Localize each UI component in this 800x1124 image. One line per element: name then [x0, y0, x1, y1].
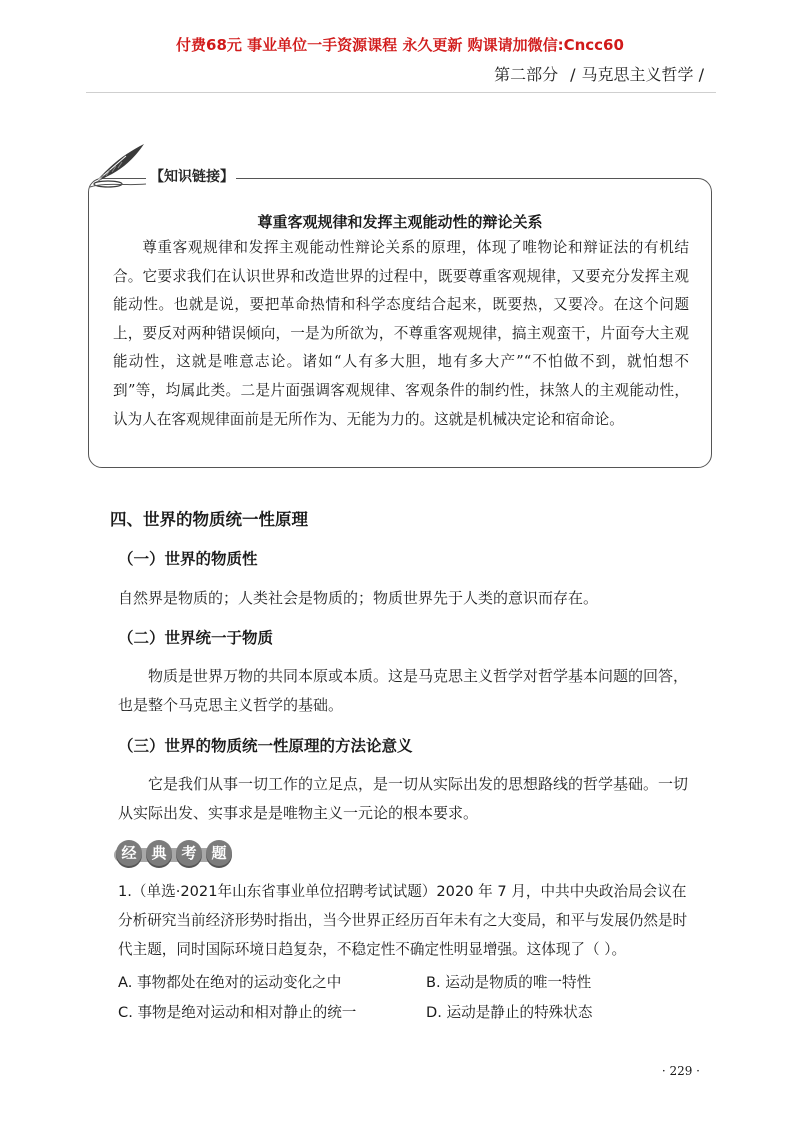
knowledge-body: 尊重客观规律和发挥主观能动性辩论关系的原理，体现了唯物论和辩证法的有机结合。它要求我们在认识世界和改造世界的过程中，既要尊重客观规律，又要充分发挥主观能动性。也就是说，要把革命热情和科学态度结合起来，既要热，又要冷。在这个问题上，要反对两种错误倾向，一是为所欲为，不尊重客观规律，搞主观蛮干，片面夸大主观能动性，这就是唯意志论。诸如“人有多大胆，地有多大产”“不怕做不到，就怕想不到”等，均属此类。二是片面强调客观规律、客观条件的制约性，抹煞人的主观能动性，认为人在客观规律面前是无所作为、无能为力的。这就是机械决定论和宿命论。 [113, 239, 689, 428]
option-c: C. 事物是绝对运动和相对静止的统一 [118, 1004, 357, 1021]
subsection-1-text: 自然界是物质的；人类社会是物质的；物质世界先于人类的意识而存在。 [118, 589, 599, 607]
promo-banner: 付费68元 事业单位一手资源课程 永久更新 购课请加微信:Cncc60 [176, 36, 624, 54]
subsection-2-title: （二）世界统一于物质 [118, 629, 274, 647]
subsection-3-text: 它是我们从事一切工作的立足点，是一切从实际出发的思想路线的哲学基础。一切从实际出发、实事求是是唯物主义一元论的根本要求。 [118, 775, 689, 822]
quill-pen-icon [86, 140, 148, 190]
section-title: 四、世界的物质统一性原理 [110, 510, 308, 529]
header-rule [86, 92, 716, 93]
classic-tag-char: 典 [146, 840, 172, 866]
page-number: · 229 · [661, 1064, 700, 1078]
option-d: D. 运动是静止的特殊状态 [426, 1004, 593, 1021]
subsection-2-text: 物质是世界万物的共同本原或本质。这是马克思主义哲学对哲学基本问题的回答，也是整个马克思主义哲学的基础。 [118, 667, 689, 714]
header-separator: / [570, 65, 576, 84]
header-part: 第二部分 [494, 65, 559, 84]
classic-tag-char: 考 [176, 840, 202, 866]
option-a: A. 事物都处在绝对的运动变化之中 [118, 974, 342, 991]
knowledge-title: 尊重客观规律和发挥主观能动性的辩论关系 [257, 213, 543, 231]
running-header [494, 62, 704, 85]
classic-tag-char: 题 [206, 840, 232, 866]
classic-questions-tag [116, 840, 232, 866]
header-subject: 马克思主义哲学 / [581, 65, 704, 84]
option-b: B. 运动是物质的唯一特性 [426, 974, 592, 991]
classic-tag-char: 经 [116, 840, 142, 866]
question-stem: 1.（单选·2021年山东省事业单位招聘考试试题）2020 年 7 月，中共中央政治局会议在分析研究当前经济形势时指出，当今世界正经历百年未有之大变局，和平与发展仍然是时代主题，同时国际环境日趋复杂，不稳定性不确定性明显增强。这体现了（ ）。 [118, 883, 688, 958]
knowledge-tag: 【知识链接】 [150, 169, 234, 185]
subsection-1-title: （一）世界的物质性 [118, 550, 258, 568]
subsection-3-title: （三）世界的物质统一性原理的方法论意义 [118, 737, 413, 755]
